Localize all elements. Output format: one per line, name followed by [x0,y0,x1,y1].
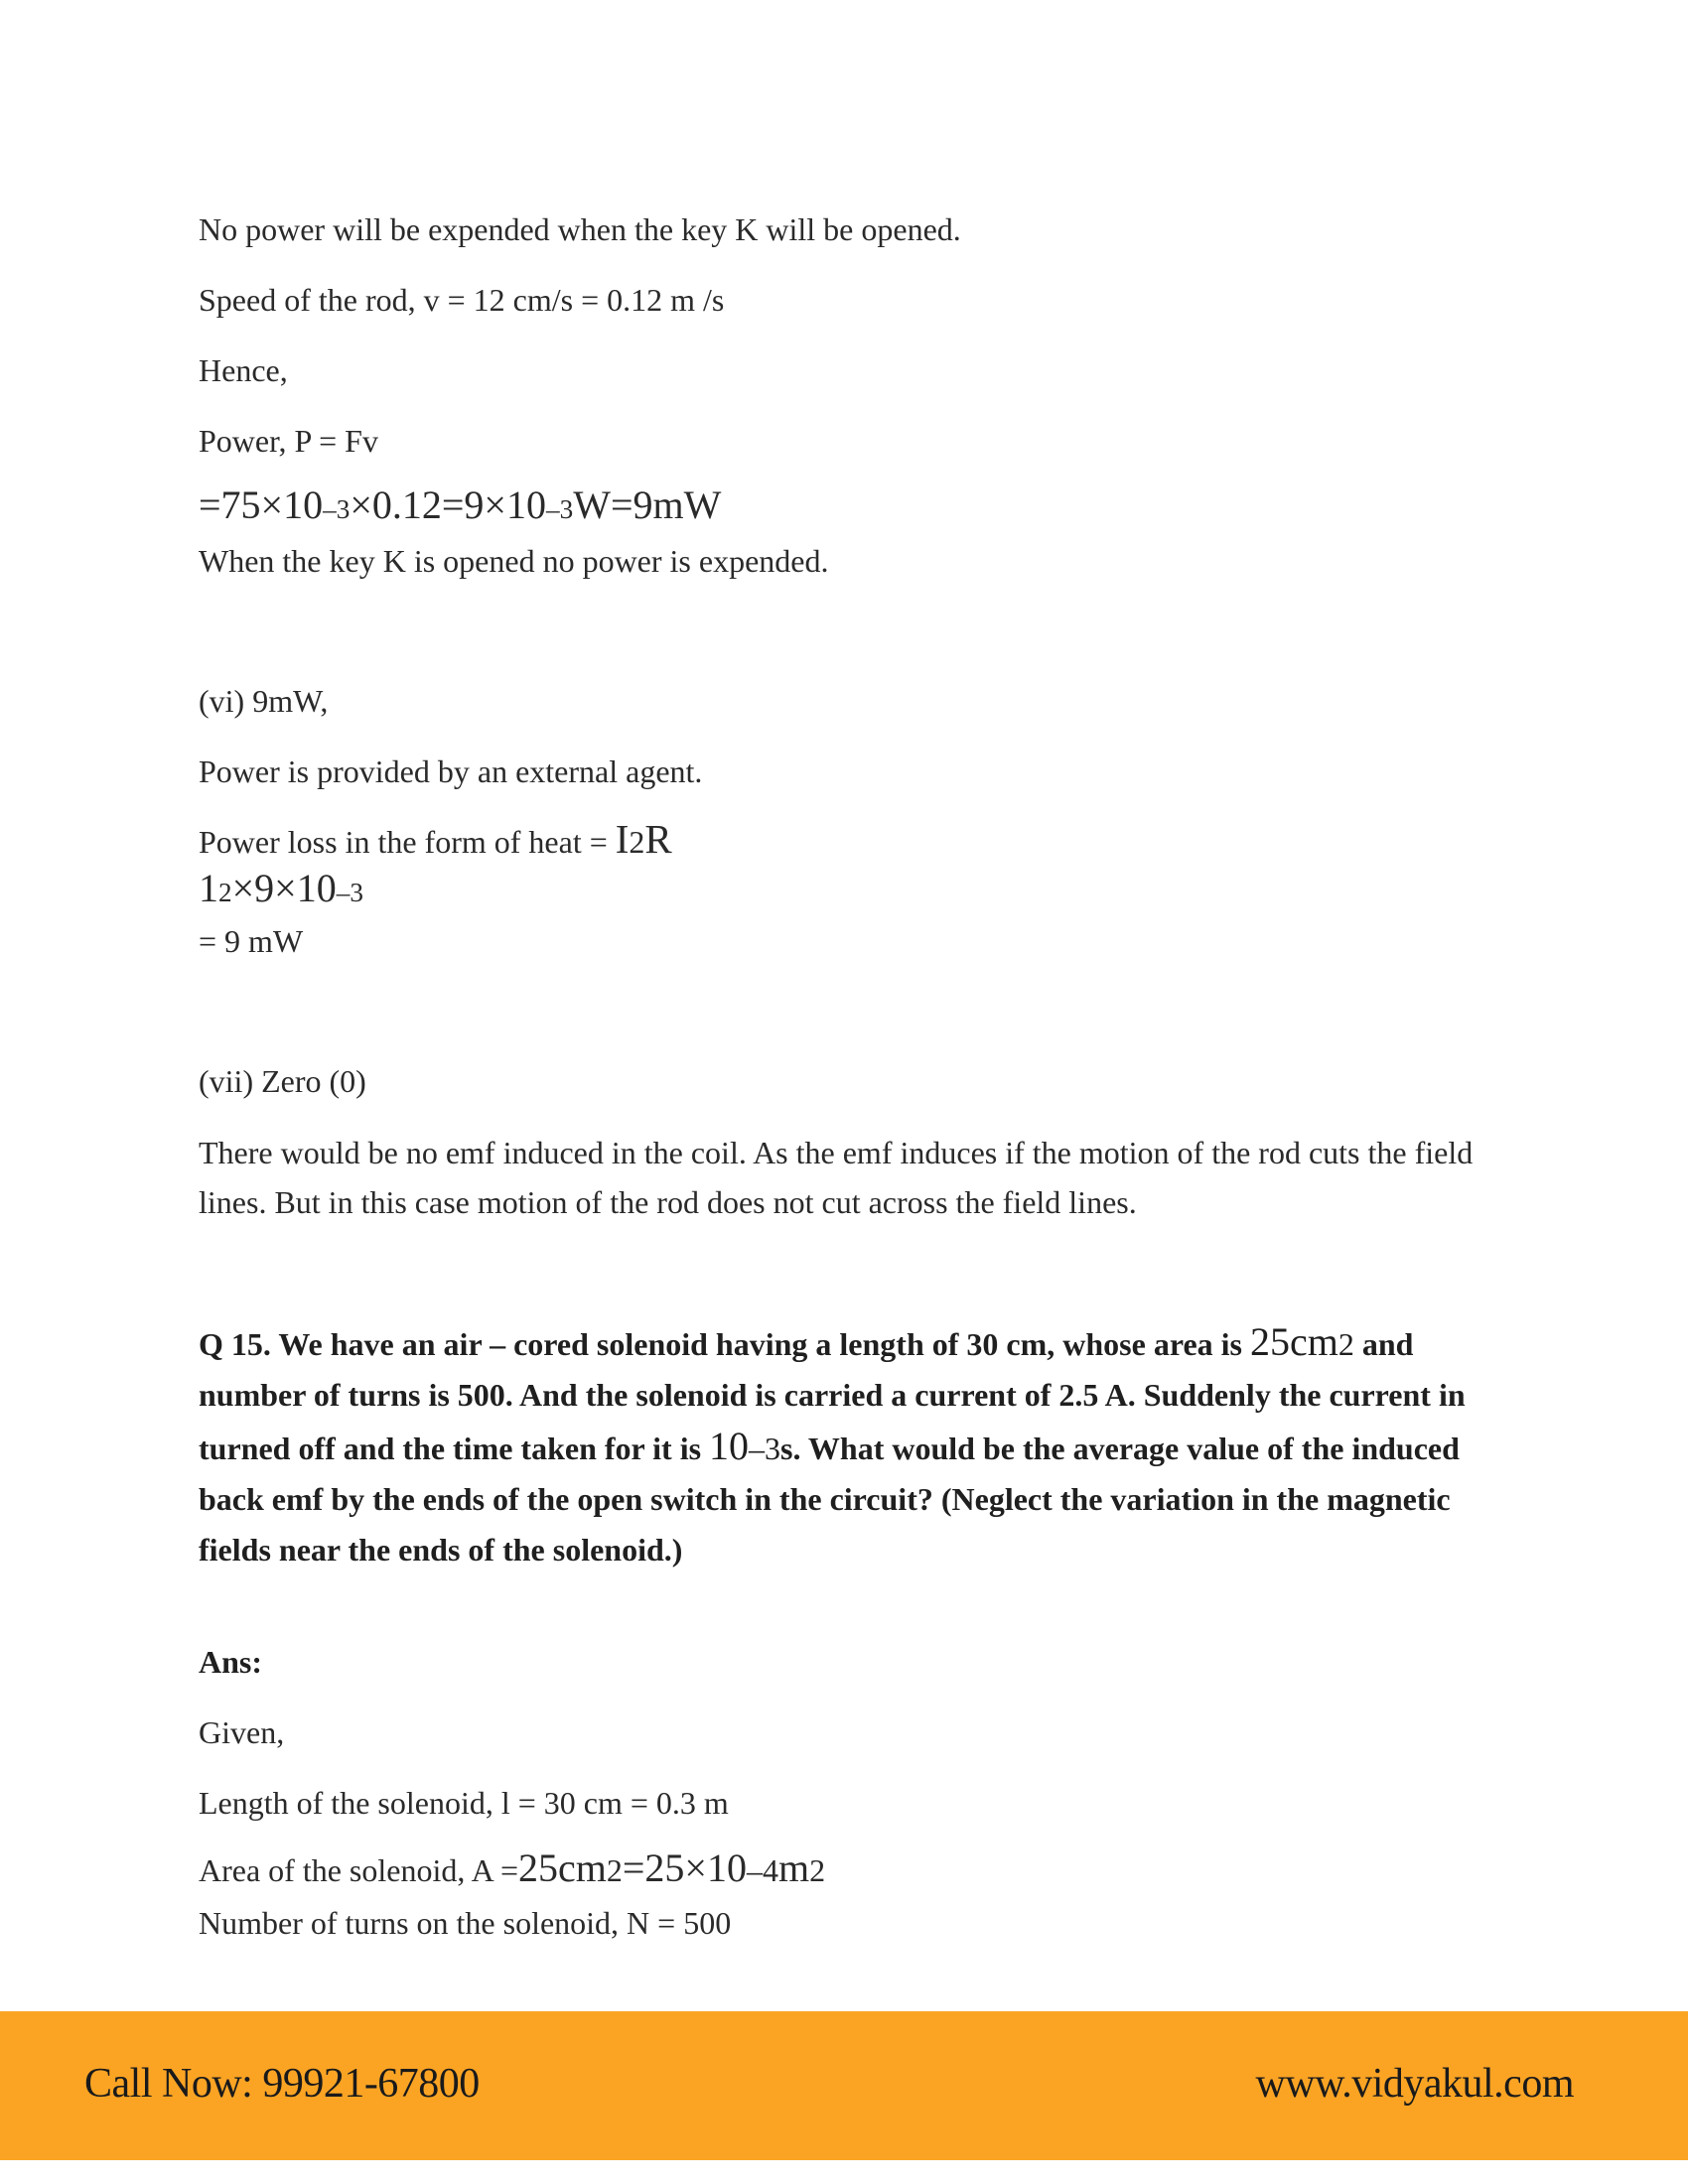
text-line: Speed of the rod, v = 12 cm/s = 0.12 m /s [199,282,725,318]
text-line: When the key K is opened no power is expended. [199,543,829,579]
explanation-paragraph: There would be no emf induced in the coil. As the emf induces if the motion of the rod cuts the field lines. But in this case motion of the rod does not cut across the field lines. [199,1135,1474,1220]
text-line: Number of turns on the solenoid, N = 500 [199,1905,732,1941]
text-line: (vi) 9mW, [199,683,329,719]
power-equation: =75×10–3×0.12=9×10–3W=9mW [199,482,722,527]
answer-label: Ans: [199,1644,263,1680]
question-15: Q 15. We have an air – cored solenoid having a length of 30 cm, whose area is 25cm2 and number of turns is 500. And the solenoid is carried a current of 2.5 A. Suddenly the current in turned off and the time taken for it is 10–3s. What would be the average value of the induced back emf by the ends of the open switch in the circuit? (Neglect the variation in the magnetic fields near the ends of the solenoid.) [199,1319,1466,1568]
text-line: Hence, [199,352,288,388]
text-line: Power is provided by an external agent. [199,753,703,789]
text-line: Power, P = Fv [199,423,378,459]
heat-loss-line: Power loss in the form of heat = I2R [199,816,672,862]
text-line: (vii) Zero (0) [199,1063,366,1099]
text-line: Given, [199,1714,285,1750]
text-line: No power will be expended when the key K will be opened. [199,211,961,247]
text-line: = 9 mW [199,923,304,959]
heat-equation: 12×9×10–3 [199,866,363,910]
call-now-text: Call Now: 99921-67800 [84,2061,480,2107]
website-link[interactable]: www.vidyakul.com [1255,2061,1574,2107]
text-line: Length of the solenoid, l = 30 cm = 0.3 m [199,1785,729,1821]
footer-banner [0,2011,1688,2160]
area-line: Area of the solenoid, A =25cm2=25×10–4m2 [199,1845,826,1890]
